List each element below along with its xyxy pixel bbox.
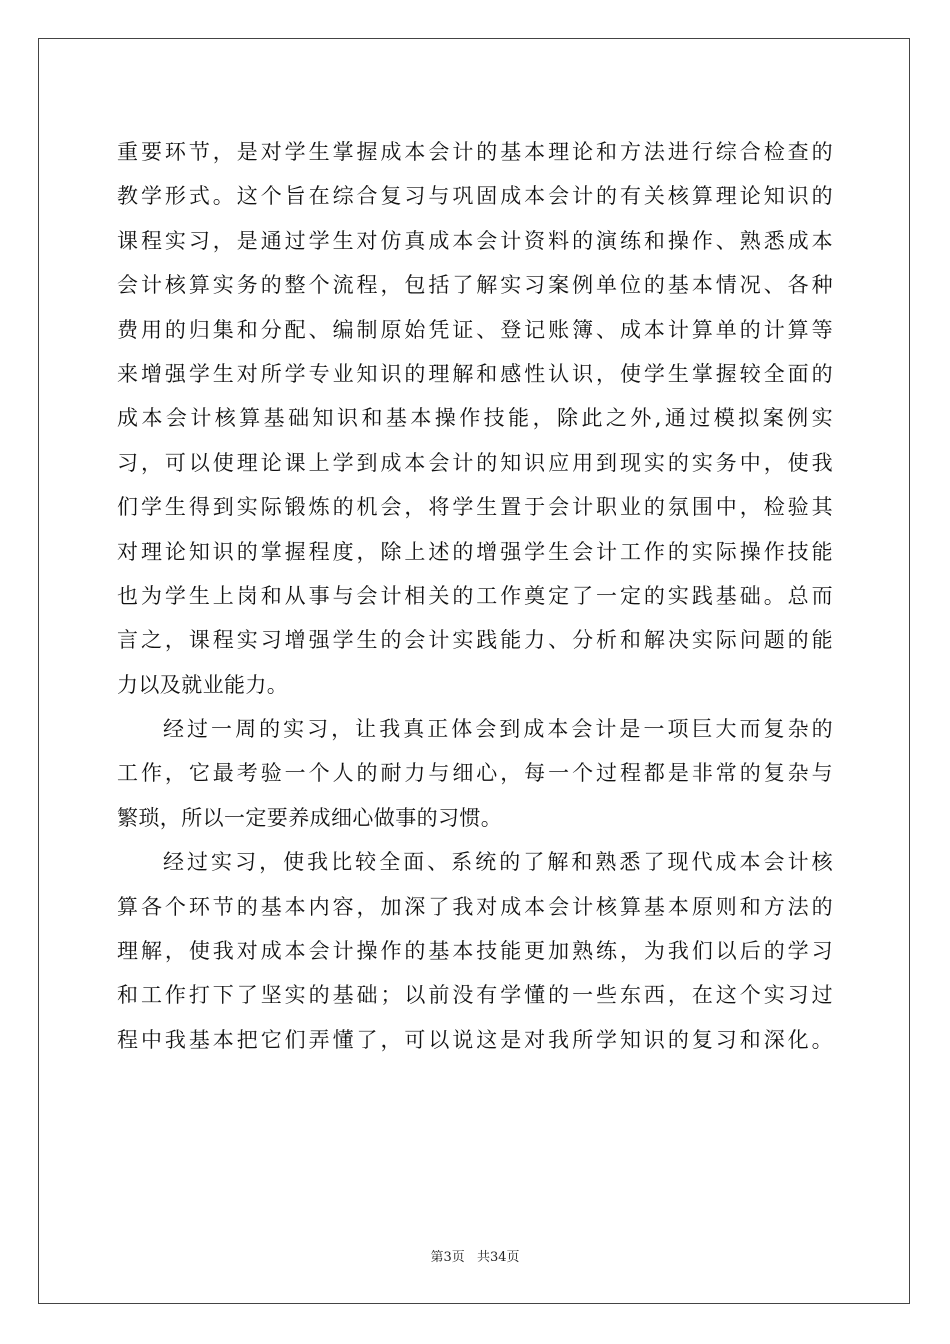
text-line: 会计核算实务的整个流程，包括了解实习案例单位的基本情况、各种 [117,273,833,298]
paragraph-1 [117,130,833,707]
text-line: 教学形式。这个旨在综合复习与巩固成本会计的有关核算理论知识的 [117,184,833,209]
text-line: 对理论知识的掌握程度，除上述的增强学生会计工作的实际操作技能 [117,539,833,564]
paragraph-2 [117,707,833,840]
text-line: 也为学生上岗和从事与会计相关的工作奠定了一定的实践基础。总而 [117,583,833,608]
text-line: 成本会计核算基础知识和基本操作技能，除此之外,通过模拟案例实 [117,406,833,431]
text-line: 们学生得到实际锻炼的机会，将学生置于会计职业的氛围中，检验其 [117,495,833,520]
paragraph-3 [117,840,833,1062]
text-line: 重要环节，是对学生掌握成本会计的基本理论和方法进行综合检查的 [117,140,833,164]
text-line: 繁琐，所以一定要养成细心做事的习惯。 [117,805,503,830]
text-line: 费用的归集和分配、编制原始凭证、登记账簿、成本计算单的计算等 [117,317,833,342]
text-line: 习，可以使理论课上学到成本会计的知识应用到现实的实务中，使我 [117,450,833,475]
page-number: 第3页 [430,1250,465,1265]
text-line: 经过实习，使我比较全面、系统的了解和熟悉了现代成本会计核 [163,850,833,875]
text-line: 理解，使我对成本会计操作的基本技能更加熟练，为我们以后的学习 [117,939,833,964]
text-line: 工作，它最考验一个人的耐力与细心，每一个过程都是非常的复杂与 [117,761,833,786]
text-line: 程中我基本把它们弄懂了，可以说这是对我所学知识的复习和深化。 [117,1027,833,1052]
page-footer [0,1246,950,1265]
total-pages: 共34页 [476,1250,520,1265]
text-line: 课程实习，是通过学生对仿真成本会计资料的演练和操作、熟悉成本 [117,228,833,253]
text-line: 算各个环节的基本内容，加深了我对成本会计核算基本原则和方法的 [117,894,833,919]
text-line: 和工作打下了坚实的基础；以前没有学懂的一些东西，在这个实习过 [117,983,833,1008]
text-line: 来增强学生对所学专业知识的理解和感性认识，使学生掌握较全面的 [117,361,833,386]
document-body [117,130,833,1062]
text-line: 言之，课程实习增强学生的会计实践能力、分析和解决实际问题的能 [117,628,833,653]
text-line: 经过一周的实习，让我真正体会到成本会计是一项巨大而复杂的 [163,717,833,742]
text-line: 力以及就业能力。 [117,672,289,697]
